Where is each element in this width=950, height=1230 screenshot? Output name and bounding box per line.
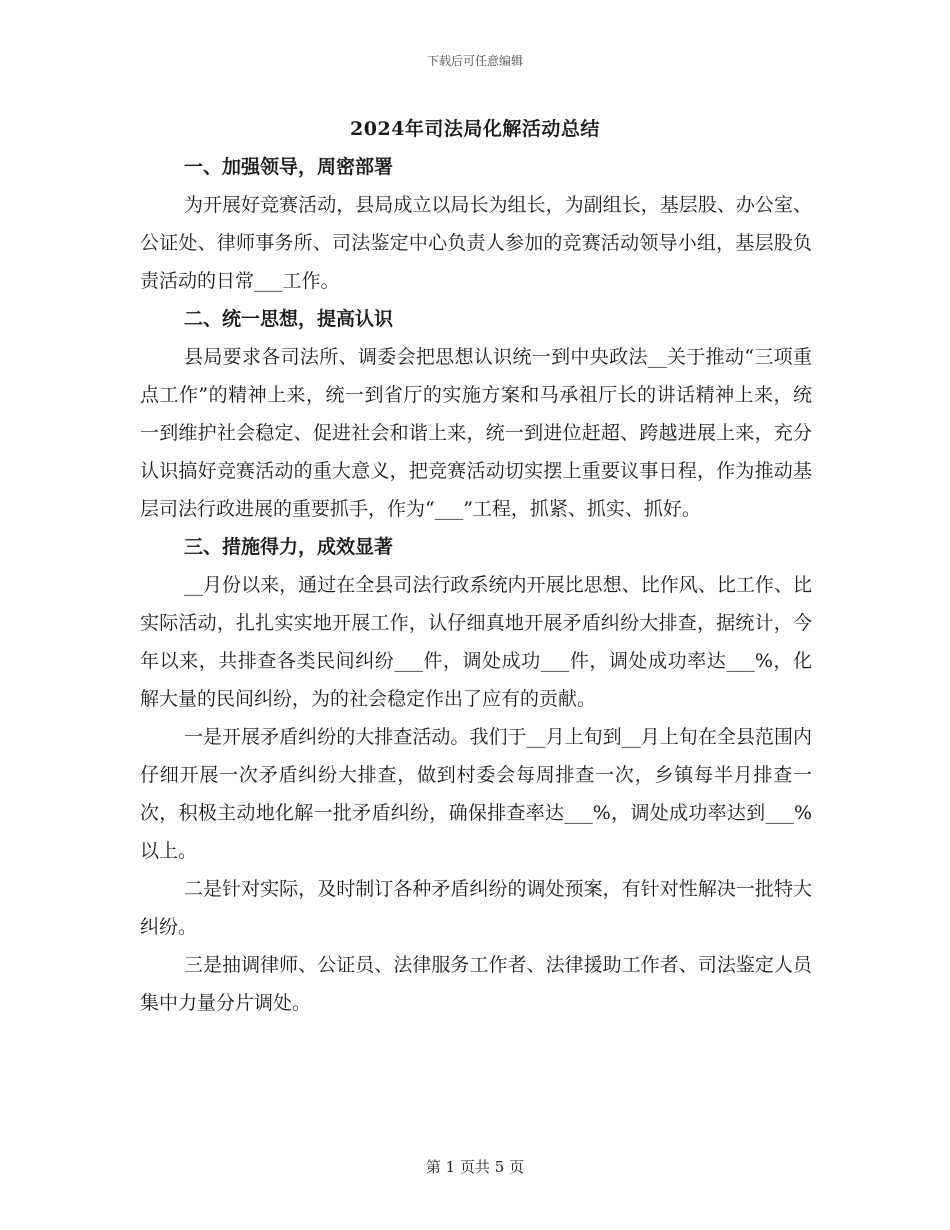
document-body <box>140 148 812 1022</box>
section-3-heading: 三、措施得力，成效显著 <box>184 536 394 558</box>
section-2-heading: 二、统一思想，提高认识 <box>184 308 394 330</box>
page-footer-number: 第 1 页共 5 页 <box>425 1158 525 1176</box>
section-2-paragraph: 县局要求各司法所、调委会把思想认识统一到中央政法__关于推动“三项重点工作”的精神上来，统一到省厅的实施方案和马承祖厅长的讲话精神上来，统一到维护社会稳定、促进社会和谐上来，统一到进位赶超、跨越进展上来，充分认识搞好竞赛活动的重大意义，把竞赛活动切实摆上重要议事日程，作为推动基层司法行政进展的重要抓手，作为“___”工程，抓紧、抓实、抓好。 <box>140 346 812 520</box>
section-1-paragraph: 为开展好竞赛活动，县局成立以局长为组长，为副组长，基层股、办公室、公证处、律师事务所、司法鉴定中心负责人参加的竞赛活动领导小组，基层股负责活动的日常___工作。 <box>140 194 812 292</box>
page-header-note: 下载后可任意编辑 <box>426 54 523 68</box>
section-3-paragraph: __月份以来，通过在全县司法行政系统内开展比思想、比作风、比工作、比实际活动，扎扎实实地开展工作，认仔细真地开展矛盾纠纷大排查，据统计，今年以来，共排查各类民间纠纷___件，调处成功___件，调处成功率达___%，化解大量的民间纠纷，为的社会稳定作出了应有的贡献。 <box>140 574 812 710</box>
section-1-heading: 一、加强领导，周密部署 <box>184 156 394 178</box>
document-title: 2024年司法局化解活动总结 <box>350 118 600 140</box>
section-3-paragraph: 二是针对实际，及时制订各种矛盾纠纷的调处预案，有针对性解决一批特大纠纷。 <box>140 878 812 938</box>
section-3-paragraph: 三是抽调律师、公证员、法律服务工作者、法律援助工作者、司法鉴定人员集中力量分片调处。 <box>140 954 812 1014</box>
section-3-paragraph: 一是开展矛盾纠纷的大排查活动。我们于__月上旬到__月上旬在全县范围内仔细开展一次矛盾纠纷大排查，做到村委会每周排查一次，乡镇每半月排查一次，积极主动地化解一批矛盾纠纷，确保排查率达___%，调处成功率达到___%以上。 <box>140 726 812 862</box>
